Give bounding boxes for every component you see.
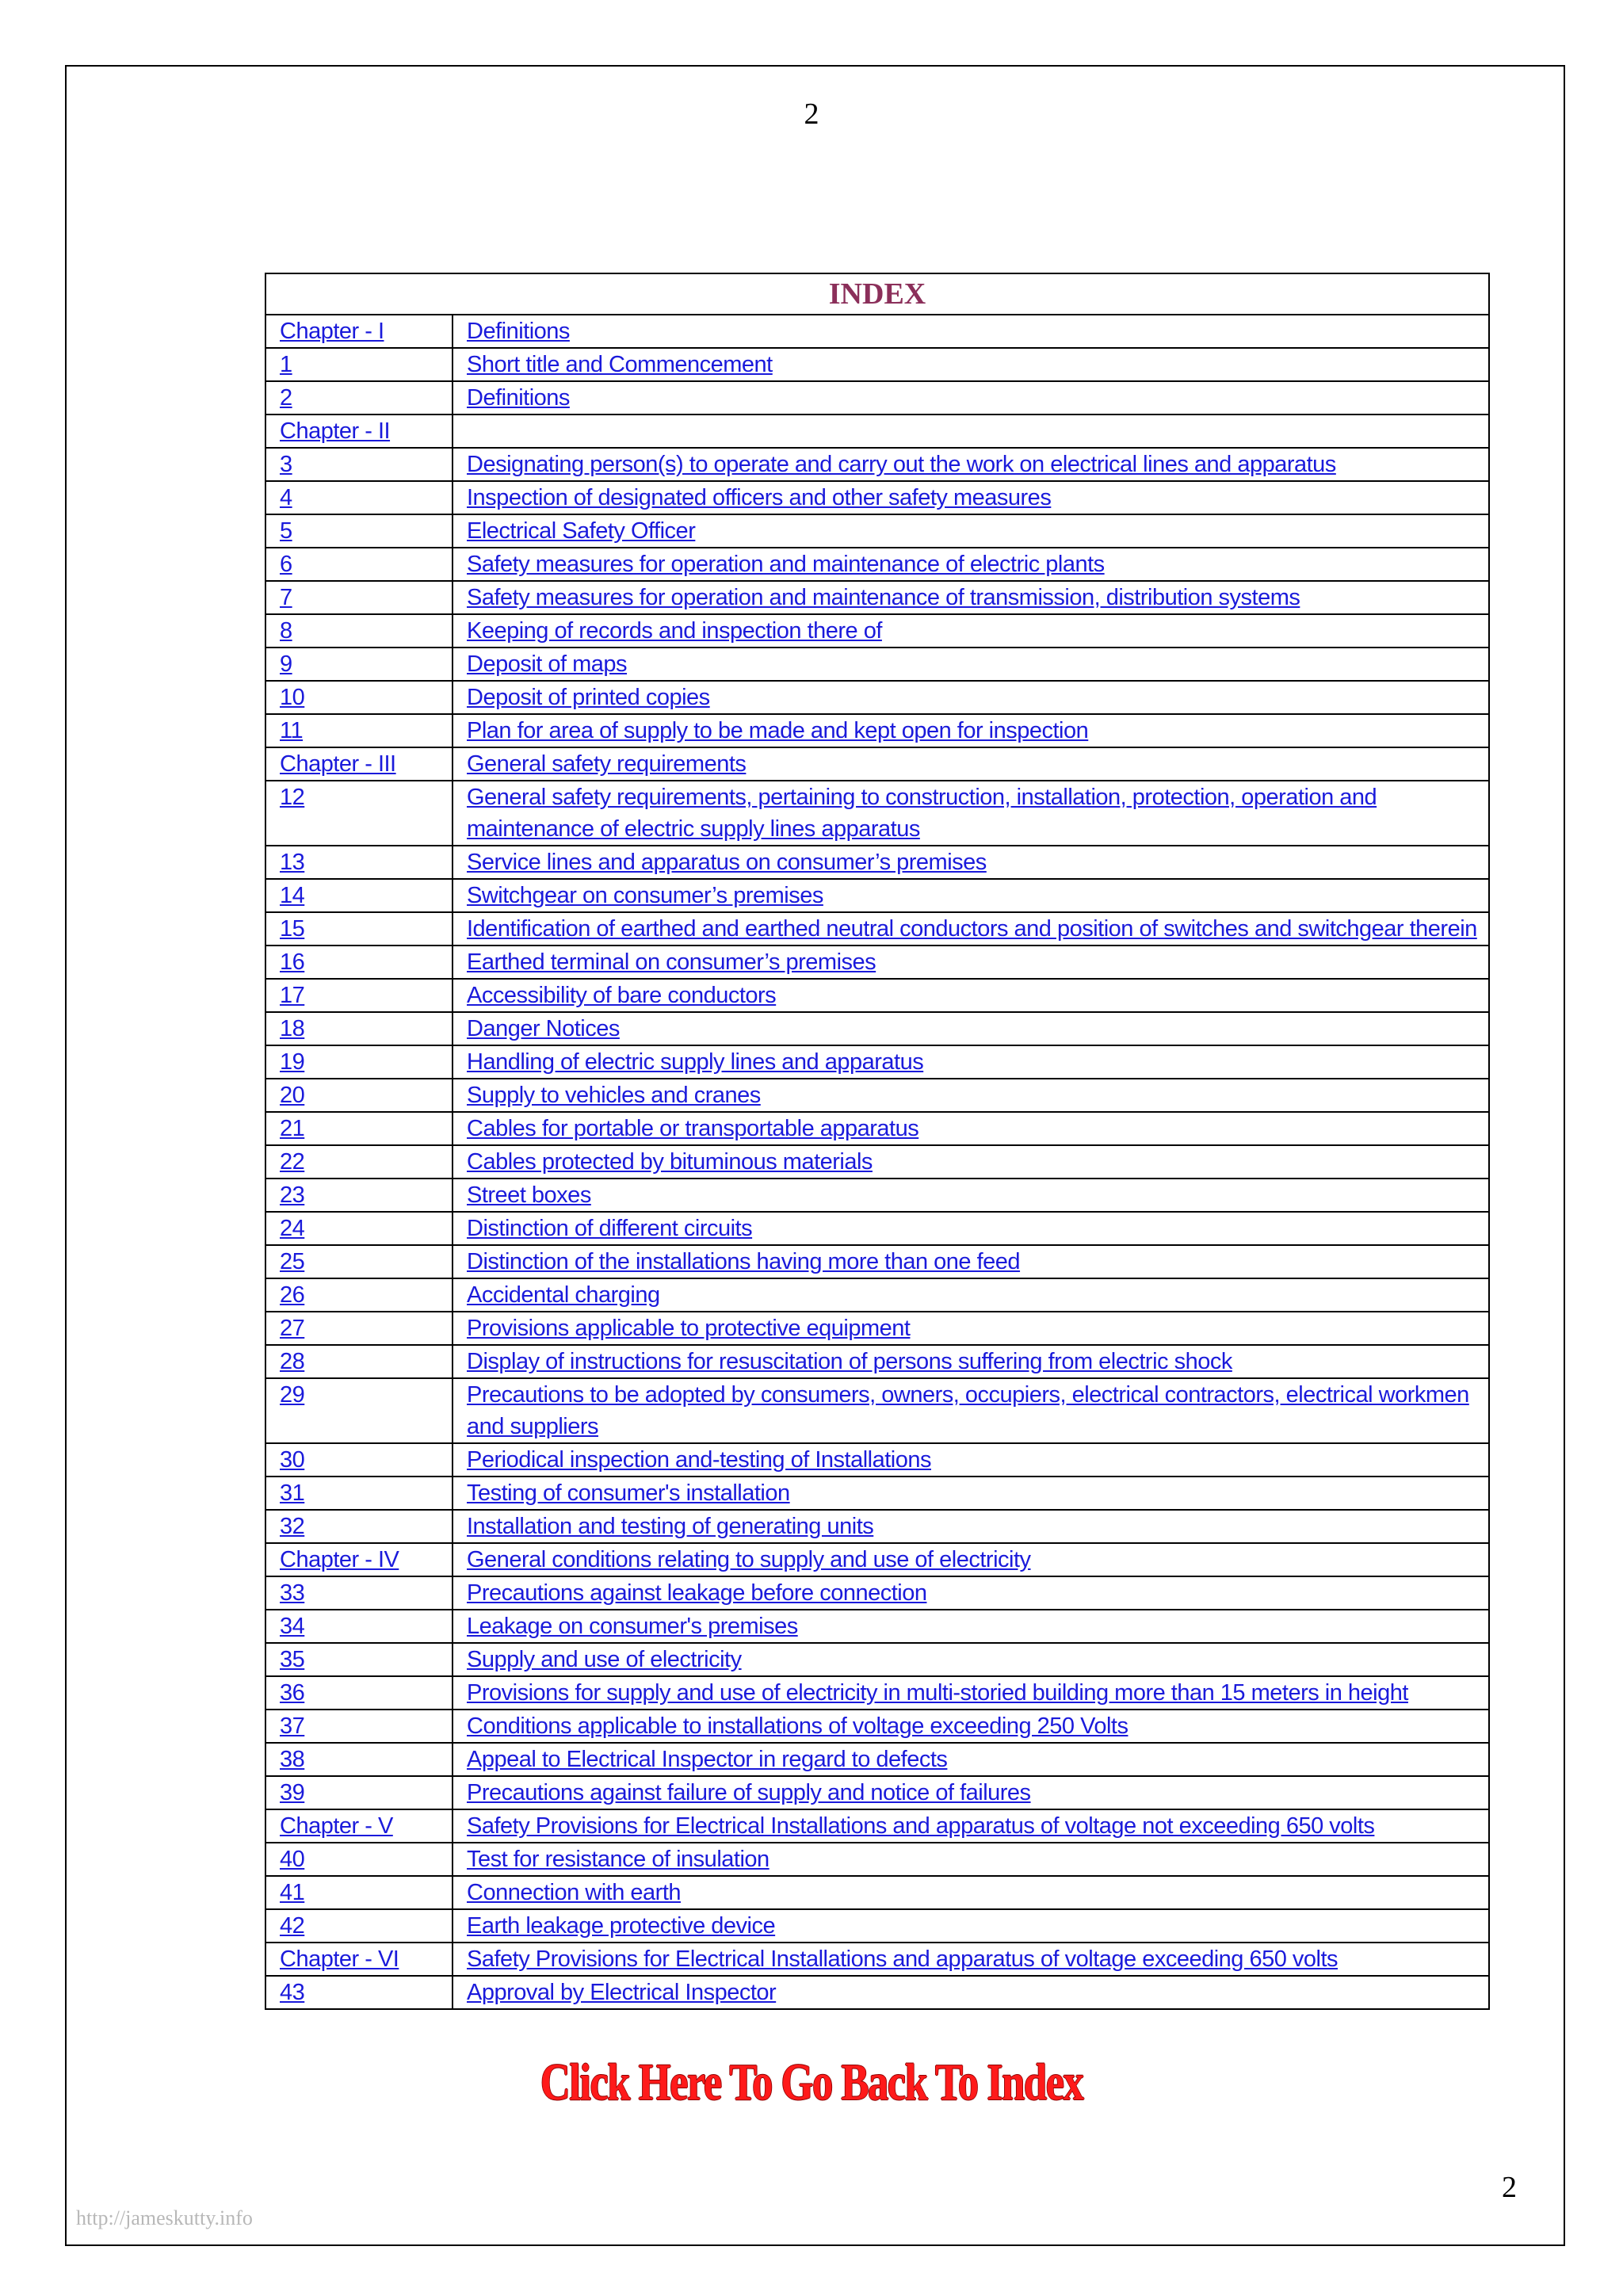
index-row [265, 1976, 1489, 2009]
index-row [265, 348, 1489, 381]
index-row [265, 514, 1489, 548]
index-row-title-link[interactable]: Short title and Commencement [467, 352, 773, 377]
index-row-title-link[interactable]: Appeal to Electrical Inspector in regard to defects [467, 1747, 948, 1772]
index-row-number-link[interactable]: 12 [280, 785, 305, 810]
index-row-title-link[interactable]: Cables for portable or transportable apparatus [467, 1116, 919, 1141]
index-row-number-cell [265, 1443, 453, 1477]
index-row-number-cell [265, 1943, 453, 1976]
index-row-number-link[interactable]: Chapter - III [280, 751, 396, 777]
index-row [265, 1212, 1489, 1245]
index-row [265, 448, 1489, 481]
index-row [265, 1443, 1489, 1477]
index-row-title-link[interactable]: Approval by Electrical Inspector [467, 1980, 777, 2005]
back-to-index-link[interactable]: Click Here To Go Back To Index [540, 2053, 1083, 2111]
index-row-title-link[interactable]: Precautions against failure of supply and notice of failures [467, 1780, 1031, 1805]
index-row [265, 1610, 1489, 1643]
index-row-number-link[interactable]: 8 [280, 618, 292, 644]
index-row-title-link[interactable]: Inspection of designated officers and other safety measures [467, 485, 1052, 510]
index-row-number-link[interactable]: 9 [280, 651, 292, 677]
index-row-number-link[interactable]: 23 [280, 1182, 305, 1208]
index-row-number-cell [265, 1012, 453, 1045]
index-row-number-link[interactable]: 4 [280, 485, 292, 510]
index-row [265, 1943, 1489, 1976]
index-row-title-cell [453, 1576, 1489, 1610]
index-row-number-cell [265, 648, 453, 681]
index-row-title-cell [453, 1809, 1489, 1843]
index-row-number-link[interactable]: 21 [280, 1116, 305, 1141]
index-row-number-link[interactable]: 20 [280, 1083, 305, 1108]
index-row [265, 1576, 1489, 1610]
index-row-number-link[interactable]: Chapter - IV [280, 1547, 399, 1572]
index-row-title-link[interactable]: Provisions applicable to protective equipment [467, 1316, 911, 1341]
index-row-number-cell [265, 1909, 453, 1943]
index-row-number-cell [265, 1543, 453, 1576]
index-row-number-link[interactable]: 17 [280, 983, 305, 1008]
index-row [265, 781, 1489, 846]
index-row-number-link[interactable]: 36 [280, 1680, 305, 1706]
index-row-title-cell [453, 514, 1489, 548]
index-row-number-link[interactable]: 27 [280, 1316, 305, 1341]
index-row-title-cell [453, 1179, 1489, 1212]
index-row-number-cell [265, 946, 453, 979]
index-row-title-cell [453, 747, 1489, 781]
index-row-number-link[interactable]: 37 [280, 1713, 305, 1739]
index-row [265, 1909, 1489, 1943]
index-row-number-link[interactable]: 3 [280, 452, 292, 477]
index-row-number-cell [265, 1278, 453, 1312]
index-row-number-link[interactable]: 11 [280, 718, 304, 743]
index-row-title-link[interactable]: Provisions for supply and use of electricity in multi-storied building more than 15 meters in height [467, 1680, 1408, 1706]
index-row-title-cell [453, 781, 1489, 846]
index-row-number-link[interactable]: 42 [280, 1913, 305, 1939]
index-row-number-cell [265, 1510, 453, 1543]
index-row [265, 481, 1489, 514]
index-row-title-link[interactable]: Definitions [467, 385, 570, 411]
index-row-title-cell [453, 979, 1489, 1012]
index-row-number-cell [265, 548, 453, 581]
index-row-title-link[interactable]: Leakage on consumer's premises [467, 1614, 798, 1639]
index-row [265, 846, 1489, 879]
index-row-number-cell [265, 747, 453, 781]
index-row-number-cell [265, 912, 453, 946]
index-row-title-cell [453, 912, 1489, 946]
index-row-number-link[interactable]: 19 [280, 1049, 305, 1075]
index-row-number-cell [265, 381, 453, 415]
index-row-number-cell [265, 1576, 453, 1610]
index-row-number-cell [265, 1976, 453, 2009]
index-row-title-link[interactable]: Electrical Safety Officer [467, 518, 696, 544]
index-row-number-link[interactable]: Chapter - V [280, 1813, 393, 1839]
index-row-number-link[interactable]: 22 [280, 1149, 305, 1175]
index-row-number-cell [265, 714, 453, 747]
index-row-number-cell [265, 1776, 453, 1809]
index-row-number-cell [265, 1643, 453, 1676]
index-row-title-cell [453, 1477, 1489, 1510]
index-row [265, 1776, 1489, 1809]
index-row-title-cell [453, 1012, 1489, 1045]
index-row-number-cell [265, 614, 453, 648]
index-row-title-cell [453, 381, 1489, 415]
index-row-number-link[interactable]: Chapter - II [280, 418, 391, 444]
index-row [265, 912, 1489, 946]
index-row [265, 1510, 1489, 1543]
index-row-title-link[interactable]: Definitions [467, 319, 570, 344]
index-row-title-cell [453, 481, 1489, 514]
index-row-title-link[interactable]: Service lines and apparatus on consumer’s premises [467, 850, 987, 875]
index-row-title-cell [453, 581, 1489, 614]
index-row-title-link[interactable]: Supply to vehicles and cranes [467, 1083, 761, 1108]
index-row [265, 1312, 1489, 1345]
index-row-title-link[interactable]: Distinction of the installations having more than one feed [467, 1249, 1021, 1274]
index-row-title-cell [453, 1976, 1489, 2009]
index-row-title-cell [453, 1876, 1489, 1909]
index-row [265, 946, 1489, 979]
index-row [265, 1079, 1489, 1112]
index-row-number-cell [265, 1676, 453, 1710]
index-row-title-link[interactable]: Switchgear on consumer’s premises [467, 883, 823, 908]
index-row [265, 1145, 1489, 1179]
index-row-title-link[interactable]: Plan for area of supply to be made and kept open for inspection [467, 718, 1089, 743]
index-row-title-cell [453, 415, 1489, 448]
index-row-title-link[interactable]: Designating person(s) to operate and carry out the work on electrical lines and apparatus [467, 452, 1336, 477]
index-row-number-cell [265, 481, 453, 514]
index-row-number-cell [265, 1112, 453, 1145]
index-row-title-link[interactable]: Deposit of maps [467, 651, 628, 677]
index-row-number-link[interactable]: 33 [280, 1580, 305, 1606]
index-row-title-cell [453, 1245, 1489, 1278]
index-row-number-cell [265, 1710, 453, 1743]
index-row [265, 714, 1489, 747]
index-row-title-cell [453, 1510, 1489, 1543]
index-row-number-cell [265, 315, 453, 348]
index-row-title-cell [453, 1079, 1489, 1112]
index-row-title-link[interactable]: General safety requirements, pertaining to construction, installation, protection, operation and maintenance of electric supply lines apparatus [467, 785, 1377, 842]
index-row [265, 1245, 1489, 1278]
index-row [265, 1843, 1489, 1876]
index-row-number-link[interactable]: 18 [280, 1016, 305, 1041]
index-title: INDEX [265, 273, 1489, 315]
index-body [265, 315, 1489, 2009]
index-row-number-link[interactable]: 28 [280, 1349, 305, 1374]
index-row-number-link[interactable]: 14 [280, 883, 305, 908]
index-row-title-cell [453, 1676, 1489, 1710]
index-row-title-link[interactable]: Supply and use of electricity [467, 1647, 742, 1672]
index-row-title-cell [453, 1909, 1489, 1943]
index-row-title-link[interactable]: Safety measures for operation and maintenance of electric plants [467, 552, 1105, 577]
index-row-title-link[interactable]: Safety Provisions for Electrical Installations and apparatus of voltage not exceeding 650 volts [467, 1813, 1375, 1839]
index-row-number-link[interactable]: Chapter - I [280, 319, 384, 344]
index-row-title-link[interactable]: Accidental charging [467, 1282, 660, 1308]
index-row [265, 1345, 1489, 1378]
index-row-number-link[interactable]: 43 [280, 1980, 305, 2005]
index-row-title-link[interactable]: Deposit of printed copies [467, 685, 710, 710]
index-row-number-link[interactable]: 16 [280, 949, 305, 975]
index-row-title-cell [453, 1212, 1489, 1245]
index-row-number-cell [265, 979, 453, 1012]
index-row-number-link[interactable]: 10 [280, 685, 305, 710]
index-row-number-cell [265, 1345, 453, 1378]
index-row-title-cell [453, 1312, 1489, 1345]
index-row-title-link[interactable]: Safety measures for operation and maintenance of transmission, distribution systems [467, 585, 1300, 610]
index-row [265, 1543, 1489, 1576]
index-row-number-cell [265, 348, 453, 381]
index-row-number-cell [265, 1809, 453, 1843]
index-row-title-cell [453, 681, 1489, 714]
index-row-title-cell [453, 1145, 1489, 1179]
index-row-number-cell [265, 581, 453, 614]
index-row-title-link[interactable]: Precautions against leakage before connection [467, 1580, 927, 1606]
index-row-title-cell [453, 1710, 1489, 1743]
index-row-number-link[interactable]: 13 [280, 850, 305, 875]
index-row-number-cell [265, 1245, 453, 1278]
index-header-row [265, 273, 1489, 315]
index-row-number-cell [265, 448, 453, 481]
index-row-title-cell [453, 846, 1489, 879]
index-row-title-cell [453, 614, 1489, 648]
index-row-number-cell [265, 1045, 453, 1079]
index-row-number-cell [265, 1378, 453, 1443]
index-row [265, 581, 1489, 614]
index-row-title-cell [453, 879, 1489, 912]
index-row [265, 381, 1489, 415]
index-row-title-cell [453, 1610, 1489, 1643]
index-row-title-cell [453, 1643, 1489, 1676]
index-row-number-link[interactable]: 26 [280, 1282, 305, 1308]
index-row [265, 879, 1489, 912]
index-row-title-link[interactable]: Precautions to be adopted by consumers, owners, occupiers, electrical contractors, electrical workmen and suppliers [467, 1382, 1469, 1439]
index-row-number-cell [265, 879, 453, 912]
index-row-title-link[interactable]: General safety requirements [467, 751, 747, 777]
index-row-title-link[interactable]: Keeping of records and inspection there of [467, 618, 882, 644]
index-row-title-link[interactable]: Earthed terminal on consumer’s premises [467, 949, 876, 975]
index-row [265, 1045, 1489, 1079]
index-row-number-link[interactable]: 29 [280, 1382, 305, 1408]
index-row-title-link[interactable]: Danger Notices [467, 1016, 620, 1041]
index-row-title-cell [453, 348, 1489, 381]
index-row-number-cell [265, 1145, 453, 1179]
index-row [265, 1643, 1489, 1676]
index-row-number-cell [265, 1477, 453, 1510]
index-row-number-link[interactable]: 40 [280, 1847, 305, 1872]
index-row-title-cell [453, 1112, 1489, 1145]
index-row-title-link[interactable]: Conditions applicable to installations of voltage exceeding 250 Volts [467, 1713, 1128, 1739]
index-row-title-link[interactable]: Cables protected by bituminous materials [467, 1149, 873, 1175]
index-row [265, 1676, 1489, 1710]
index-row-title-cell [453, 548, 1489, 581]
index-row-title-link[interactable]: Street boxes [467, 1182, 591, 1208]
index-row [265, 1112, 1489, 1145]
index-row-title-cell [453, 1045, 1489, 1079]
index-row-number-link[interactable]: 30 [280, 1447, 305, 1473]
index-row-title-cell [453, 946, 1489, 979]
index-row [265, 979, 1489, 1012]
index-row-number-link[interactable]: 6 [280, 552, 292, 577]
index-row [265, 1743, 1489, 1776]
index-row-number-link[interactable]: 35 [280, 1647, 305, 1672]
index-row-number-cell [265, 1743, 453, 1776]
index-row-number-link[interactable]: 15 [280, 916, 305, 942]
index-row-number-cell [265, 1212, 453, 1245]
index-row-number-cell [265, 1079, 453, 1112]
index-row-number-link[interactable]: 1 [280, 352, 292, 377]
index-row-number-link[interactable]: 5 [280, 518, 292, 544]
index-row-number-link[interactable]: 32 [280, 1514, 305, 1539]
index-row-title-link[interactable]: Earth leakage protective device [467, 1913, 776, 1939]
index-row [265, 1809, 1489, 1843]
index-row-number-link[interactable]: 41 [280, 1880, 305, 1905]
index-row-number-cell [265, 681, 453, 714]
index-row-number-cell [265, 1610, 453, 1643]
index-row [265, 614, 1489, 648]
index-row-number-link[interactable]: 31 [280, 1480, 305, 1506]
index-row-title-cell [453, 1743, 1489, 1776]
index-row [265, 681, 1489, 714]
index-row [265, 1876, 1489, 1909]
index-row-title-link[interactable]: Installation and testing of generating units [467, 1514, 874, 1539]
index-row-title-link[interactable]: Identification of earthed and earthed neutral conductors and position of switches and switchgear therein [467, 916, 1477, 942]
index-row [265, 548, 1489, 581]
index-row-number-cell [265, 415, 453, 448]
index-row [265, 747, 1489, 781]
index-row [265, 1477, 1489, 1510]
index-row-title-cell [453, 1543, 1489, 1576]
index-row-number-cell [265, 1312, 453, 1345]
index-row-number-cell [265, 1179, 453, 1212]
index-row-title-cell [453, 1378, 1489, 1443]
index-row-number-cell [265, 1876, 453, 1909]
index-row-title-cell [453, 1345, 1489, 1378]
index-row [265, 1710, 1489, 1743]
index-row-number-link[interactable]: 34 [280, 1614, 305, 1639]
index-row [265, 1378, 1489, 1443]
index-row-number-link[interactable]: 25 [280, 1249, 305, 1274]
watermark: http://jameskutty.info [76, 2206, 253, 2229]
index-row-number-link[interactable]: 2 [280, 385, 292, 411]
page-number-bottom: 2 [1502, 2171, 1517, 2204]
index-row-title-cell [453, 1776, 1489, 1809]
index-row-title-link[interactable]: Testing of consumer's installation [467, 1480, 790, 1506]
index-row-number-link[interactable]: 38 [280, 1747, 305, 1772]
index-row-title-cell [453, 648, 1489, 681]
index-row-title-cell [453, 1843, 1489, 1876]
index-table [265, 273, 1490, 2010]
index-row-title-cell [453, 1443, 1489, 1477]
index-row-number-cell [265, 846, 453, 879]
index-row [265, 648, 1489, 681]
index-row-number-link[interactable]: 24 [280, 1216, 305, 1241]
index-row-title-link[interactable]: Test for resistance of insulation [467, 1847, 769, 1872]
index-row-number-link[interactable]: 7 [280, 585, 292, 610]
index-row-title-cell [453, 1943, 1489, 1976]
index-row [265, 315, 1489, 348]
index-row [265, 1012, 1489, 1045]
index-row-number-cell [265, 781, 453, 846]
index-row-title-cell [453, 315, 1489, 348]
index-row-title-link[interactable]: Safety Provisions for Electrical Installations and apparatus of voltage exceeding 650 volts [467, 1946, 1338, 1972]
index-row-title-link[interactable]: Connection with earth [467, 1880, 681, 1905]
index-row-title-cell [453, 714, 1489, 747]
index-row-title-link[interactable]: Handling of electric supply lines and apparatus [467, 1049, 924, 1075]
index-row-title-cell [453, 448, 1489, 481]
index-row [265, 1278, 1489, 1312]
index-row-title-link[interactable]: General conditions relating to supply and use of electricity [467, 1547, 1031, 1572]
index-row-title-link[interactable]: Accessibility of bare conductors [467, 983, 777, 1008]
index-row-title-link[interactable]: Display of instructions for resuscitation of persons suffering from electric shock [467, 1349, 1232, 1374]
index-row-title-cell [453, 1278, 1489, 1312]
index-row-title-link[interactable]: Distinction of different circuits [467, 1216, 753, 1241]
index-row [265, 415, 1489, 448]
index-row [265, 1179, 1489, 1212]
index-row-number-cell [265, 514, 453, 548]
page-number-top: 2 [804, 97, 819, 131]
index-row-title-link[interactable]: Periodical inspection and-testing of Installations [467, 1447, 931, 1473]
index-row-number-cell [265, 1843, 453, 1876]
index-row-number-link[interactable]: 39 [280, 1780, 305, 1805]
index-row-number-link[interactable]: Chapter - VI [280, 1946, 399, 1972]
